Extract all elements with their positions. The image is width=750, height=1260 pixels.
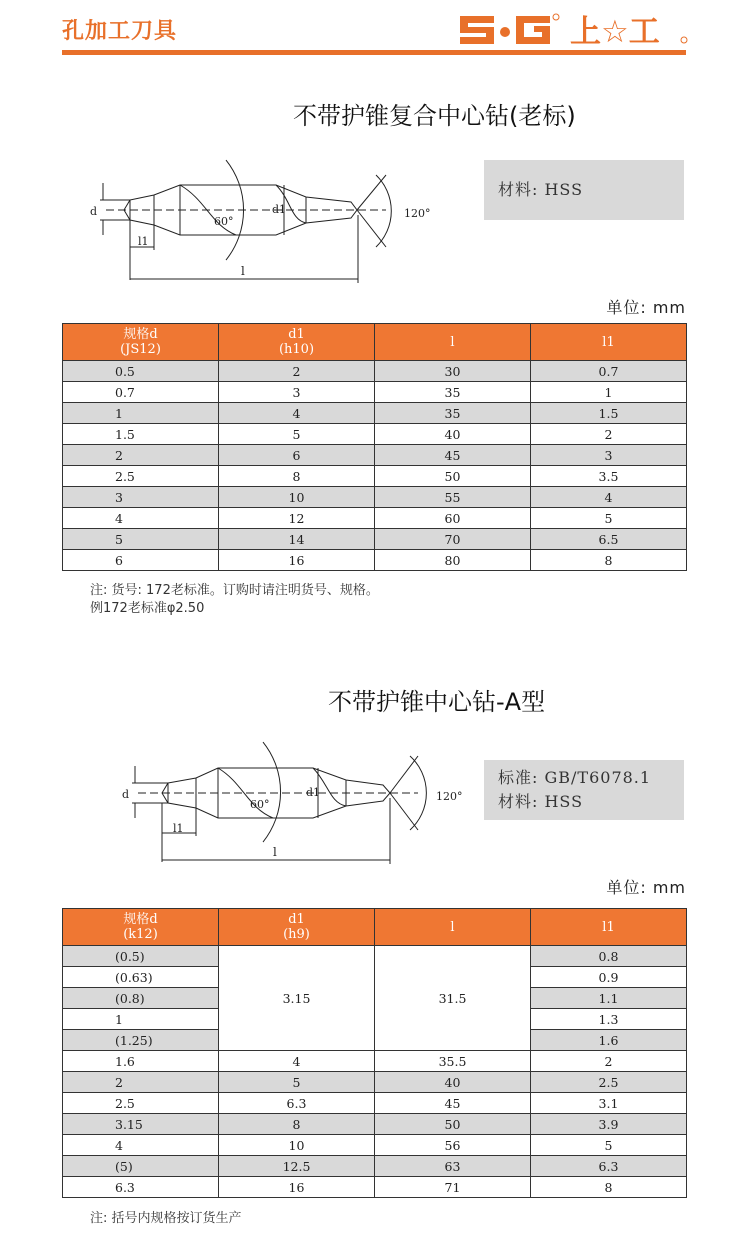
section1-note-line1: 注: 货号: 172老标准。订购时请注明货号、规格。 xyxy=(90,583,379,598)
diagram1-label-60: 60° xyxy=(214,215,234,228)
section1-unit: 单位: mm xyxy=(606,298,686,317)
table-row: (5) 12.5 63 6.3 xyxy=(63,1156,687,1177)
table-row: 3 10 55 4 xyxy=(63,487,687,508)
section2-note: 注: 括号内规格按订货生产 xyxy=(90,1211,242,1226)
table-row: 1.6 4 35.5 2 xyxy=(63,1051,687,1072)
col-header-l1: l1 xyxy=(531,324,687,361)
group-d1-cell: 3.15 xyxy=(219,946,375,1051)
header-divider xyxy=(62,50,686,55)
table-header-row xyxy=(63,909,687,946)
table-row: 4 10 56 5 xyxy=(63,1135,687,1156)
table-row: 1 4 35 1.5 xyxy=(63,403,687,424)
section2-material-box xyxy=(484,760,684,820)
diagram2-label-d: d xyxy=(122,788,130,801)
table-row: 5 14 70 6.5 xyxy=(63,529,687,550)
table-row: (0.63) 0.9 xyxy=(63,967,687,988)
table-row: 1.5 5 40 2 xyxy=(63,424,687,445)
table-row: 6.3 16 71 8 xyxy=(63,1177,687,1198)
table-row: 0.5 2 30 0.7 xyxy=(63,361,687,382)
table-row: (0.5) 3.15 31.5 0.8 xyxy=(63,946,687,967)
col-header-d1: d1 (h9) xyxy=(219,909,375,946)
table-header-row xyxy=(63,324,687,361)
diagram2-label-60: 60° xyxy=(250,798,270,811)
table-row: (1.25) 1.6 xyxy=(63,1030,687,1051)
diagram2-label-l: l xyxy=(273,845,277,859)
diagram1-label-120: 120° xyxy=(404,207,431,220)
table-row: 2.5 6.3 45 3.1 xyxy=(63,1093,687,1114)
section2-spec-table xyxy=(62,908,687,1198)
col-header-d: 规格d (JS12) xyxy=(63,324,219,361)
col-header-l1: l1 xyxy=(531,909,687,946)
diagram1-label-d: d xyxy=(90,205,98,218)
diagram2-label-120: 120° xyxy=(436,790,463,803)
table-row: 1 1.3 xyxy=(63,1009,687,1030)
diagram2-label-d1: d1 xyxy=(306,786,321,799)
section2-drill-diagram xyxy=(118,738,473,868)
group-l-cell: 31.5 xyxy=(375,946,531,1051)
table-row: 4 12 60 5 xyxy=(63,508,687,529)
section1-note-line2: 例172老标准φ2.50 xyxy=(90,601,205,616)
diagram1-label-l1: l1 xyxy=(138,235,149,248)
table-row: 2 6 45 3 xyxy=(63,445,687,466)
section1-spec-table xyxy=(62,323,687,571)
section2-standard: 标准: GB/T6078.1 xyxy=(498,768,652,787)
section2-title: 不带护锥中心钻-A型 xyxy=(328,688,546,716)
section1-drill-diagram xyxy=(86,155,446,290)
logo-text: 上☆工 xyxy=(570,14,660,48)
table-row: 2.5 8 50 3.5 xyxy=(63,466,687,487)
table-row: 2 5 40 2.5 xyxy=(63,1072,687,1093)
diagram1-label-d1: d1 xyxy=(272,203,287,216)
section1-material: 材料: HSS xyxy=(498,180,584,199)
table-row: 3.15 8 50 3.9 xyxy=(63,1114,687,1135)
col-header-l: l xyxy=(375,324,531,361)
table-row: (0.8) 1.1 xyxy=(63,988,687,1009)
col-header-l: l xyxy=(375,909,531,946)
col-header-d: 规格d (k12) xyxy=(63,909,219,946)
col-header-d1: d1 (h10) xyxy=(219,324,375,361)
brand-logo xyxy=(458,8,690,48)
section1-note xyxy=(90,582,379,618)
diagram1-label-l: l xyxy=(241,264,245,278)
table-row: 0.7 3 35 1 xyxy=(63,382,687,403)
section2-unit: 单位: mm xyxy=(606,878,686,897)
table-row: 6 16 80 8 xyxy=(63,550,687,571)
section2-material: 材料: HSS xyxy=(498,792,584,811)
category-title: 孔加工刀具 xyxy=(62,19,178,44)
section1-material-box xyxy=(484,160,684,220)
section1-title: 不带护锥复合中心钻(老标) xyxy=(293,102,576,130)
diagram2-label-l1: l1 xyxy=(173,822,184,835)
